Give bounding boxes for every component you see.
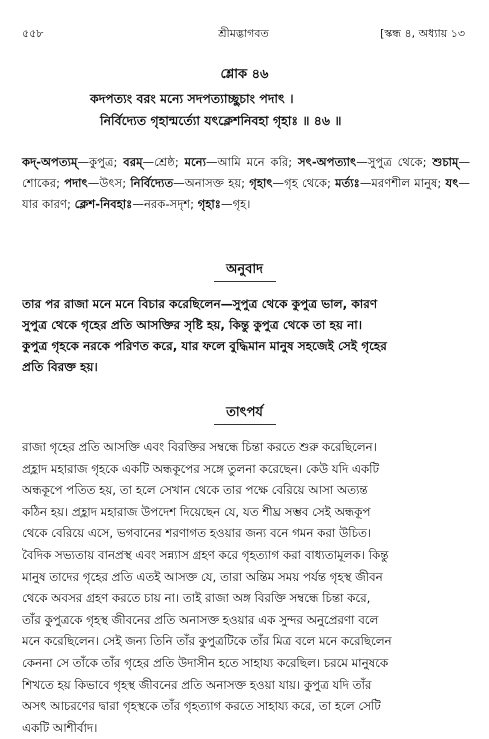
synonym-meaning: শ্রেষ্ঠ;	[154, 155, 179, 169]
translation-line: তার পর রাজা মনে মনে বিচার করেছিলেন—সুপুত্র থেকে কুপুত্র ভাল, কারণ	[22, 297, 378, 311]
verse-line: কদপত্যং বরং মন্যে সদপত্যাচ্ছুচাং পদাৎ ।	[90, 91, 294, 106]
purport-line: রাজা গৃহের প্রতি আসক্তি এবং বিরক্তির সম্বন্ধে চিন্তা করতে শুরু করেছিলেন।	[22, 440, 377, 454]
heading-underline	[214, 424, 276, 425]
synonym-word: গৃহাৎ	[249, 176, 273, 190]
purport-line: শিখতে হয় কিভাবে গৃহস্থ জীবনের প্রতি অনাসক্ত হওয়া যায়। কুপুত্র যদি তাঁর	[22, 677, 372, 692]
synonym-word: বরম্	[123, 155, 143, 169]
verse-text	[90, 88, 480, 132]
purport-heading	[0, 405, 489, 425]
purport-line: কঠিন হয়। প্রহ্লাদ মহারাজ উপদেশ দিয়েছেন যে, যত শীঘ্র সম্ভব সেই অন্ধকূপ	[22, 504, 371, 519]
translation-text	[22, 294, 470, 378]
purport-line: মনে করেছিলেন। সেই জন্য তিনি তাঁর কুপুত্রটিকে তাঁর মিত্র বলে মনে করেছিলেন	[22, 634, 392, 649]
purport-line: থেকে বেরিয়ে এসে, ভগবানের শরণাগত হওয়ার জন্য বনে গমন করা উচিত।	[22, 526, 372, 541]
synonym-word: ক্লেশ-নিবহাঃ	[74, 197, 133, 211]
synonym-meaning: অনাসক্ত হয়;	[184, 176, 246, 190]
synonym-word: যৎ	[445, 176, 459, 190]
synonym-word: শুচাম্	[432, 155, 459, 169]
purport-line: তাঁর কুপুত্রকে গৃহস্থ জীবনের প্রতি অনাসক্ত হওয়ার এক সুন্দর অনুপ্রেরণা বলে	[22, 612, 379, 627]
purport-line: অন্ধকূপে পতিত হয়, তা হলে সেখান থেকে তার পক্ষে বেরিয়ে আসা অত্যন্ত	[22, 483, 368, 498]
chapter-reference: [স্কন্ধ ৪, অধ্যায় ১৩	[380, 27, 465, 40]
purport-text	[22, 437, 470, 739]
running-header	[22, 26, 465, 42]
translation-line: কুপুত্র গৃহকে নরকে পরিণত করে, যার ফলে বুদ্ধিমান মানুষ সহজেই সেই গৃহের	[22, 339, 387, 353]
synonym-word: সৎ-অপত্যাৎ	[298, 155, 357, 169]
synonym-word: নির্বিদ্যেত	[130, 176, 174, 190]
purport-line: কেননা সে তাঁকে তাঁর গৃহের প্রতি উদাসীন হতে সাহায্য করেছিল। চরমে মানুষকে	[22, 655, 389, 670]
purport-line: থেকে অবসর গ্রহণ করতে চায় না। তাই রাজা অঙ্গ বিরক্তি সম্বন্ধে চিন্তা করে,	[22, 591, 371, 606]
purport-line: অসৎ আচরণের দ্বারা গৃহস্থকে তাঁর গৃহত্যাগ করতে সাহায্য করে, তা হলে সেটি	[22, 699, 381, 714]
synonym-meaning: গৃহ থেকে;	[284, 176, 331, 190]
synonym-meaning: যার কারণ;	[22, 197, 71, 211]
translation-line: প্রতি বিরক্ত হয়।	[22, 360, 98, 374]
synonym-meaning: গৃহ।	[232, 197, 251, 211]
synonym-word: কদ্-অপত্যম্	[22, 155, 78, 169]
purport-line: একটি আশীর্বাদ।	[22, 720, 98, 735]
synonym-meaning: নরক-সদৃশ;	[143, 197, 195, 211]
synonym-word: মর্ত্যঃ	[335, 176, 360, 190]
synonym-word: পদাৎ	[64, 176, 88, 190]
word-for-word-synonyms: কদ্-অপত্যম্—কুপুত্র; বরম্—শ্রেষ্ঠ; মন্যে—আমি মনে করি; সৎ-অপত্যাৎ—সুপুত্র থেকে; শুচাম্—শোকের; পদাৎ—উৎস; নির্বিদ্যেত—অনাসক্ত হয়; গৃহাৎ—গৃহ থেকে; মর্ত্যঃ—মরণশীল মানুষ; যৎ—যার কারণ; ক্লেশ-নিবহাঃ—নরক-সদৃশ; গৃহাঃ—গৃহ।	[22, 155, 471, 211]
purport-line: প্রহ্লাদ মহারাজ গৃহকে একটি অন্ধকূপের সঙ্গে তুলনা করেছেন। কেউ যদি একটি	[22, 461, 379, 476]
purport-line: বৈদিক সভ্যতায় বানপ্রস্থ এবং সন্ন্যাস গ্রহণ করে গৃহত্যাগ করা বাধ্যতামূলক। কিন্তু	[22, 547, 389, 562]
synonym-word: মন্যে	[184, 155, 206, 169]
synonym-meaning: আমি মনে করি;	[217, 155, 293, 169]
page-number: ৫৫৮	[22, 27, 44, 40]
synonym-meaning: শোকের;	[22, 176, 60, 190]
synonym-meaning: সুপুত্র থেকে;	[367, 155, 427, 169]
heading-underline	[214, 281, 276, 282]
book-title: শ্রীমদ্ভাগবত	[218, 27, 269, 40]
synonym-word: গৃহাঃ	[197, 197, 221, 211]
translation-title: অনুবাদ	[226, 262, 263, 277]
synonym-meaning: মরণশীল মানুষ;	[371, 176, 442, 190]
purport-title: তাৎপর্য	[226, 405, 263, 420]
synonym-meaning: কুপুত্র;	[89, 155, 118, 169]
synonym-meaning: উৎস;	[99, 176, 127, 190]
verse-line: নির্বিদ্যেত গৃহান্মর্ত্যো যৎক্লেশনিবহা গৃহাঃ ॥ ৪৬ ॥	[100, 113, 342, 128]
purport-line: মানুষ তাদের গৃহের প্রতি এতই আসক্ত যে, তারা অন্তিম সময় পর্যন্ত গৃহস্থ জীবন	[22, 569, 383, 584]
verse-heading: শ্লোক ৪৬	[220, 67, 269, 82]
translation-line: সুপুত্র থেকে গৃহের প্রতি আসক্তির সৃষ্টি হয়, কিন্তু কুপুত্র থেকে তা হয় না।	[22, 318, 363, 332]
translation-heading	[0, 262, 489, 282]
